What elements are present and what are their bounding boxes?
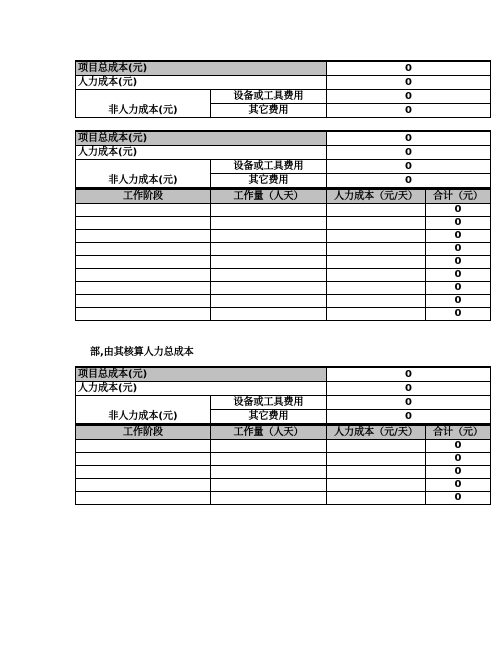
table-row [76, 308, 491, 321]
table-row [76, 453, 491, 466]
workload-header: 工作量（人天） [211, 425, 327, 440]
equipment-cost-label: 设备或工具费用 [211, 396, 327, 410]
subtotal-cell: 0 [426, 204, 491, 217]
summary-table-1 [75, 60, 491, 118]
equipment-cost-label: 设备或工具费用 [211, 160, 327, 174]
total-cost-label: 项目总成本(元) [76, 61, 327, 76]
equipment-cost-value[interactable]: 0 [327, 396, 491, 410]
daily-rate-cell[interactable] [327, 308, 426, 321]
summary-table-3 [75, 366, 491, 424]
daily-rate-cell[interactable] [327, 217, 426, 230]
equipment-cost-value[interactable]: 0 [327, 90, 491, 104]
daily-rate-cell[interactable] [327, 492, 426, 505]
cost-summary-1 [75, 60, 490, 118]
workload-cell[interactable] [211, 492, 327, 505]
subtotal-cell: 0 [426, 440, 491, 453]
table-row [76, 204, 491, 217]
stage-cell[interactable] [76, 269, 211, 282]
labor-cost-value[interactable]: 0 [327, 76, 491, 90]
stage-cell[interactable] [76, 230, 211, 243]
subtotal-cell: 0 [426, 269, 491, 282]
total-cost-value[interactable]: 0 [327, 131, 491, 146]
other-cost-label: 其它费用 [211, 104, 327, 118]
daily-rate-cell[interactable] [327, 243, 426, 256]
stage-header: 工作阶段 [76, 425, 211, 440]
table-row [76, 269, 491, 282]
table-row [76, 282, 491, 295]
subtotal-cell: 0 [426, 466, 491, 479]
table-row [76, 295, 491, 308]
workload-cell[interactable] [211, 479, 327, 492]
stage-cell[interactable] [76, 204, 211, 217]
daily-rate-cell[interactable] [327, 204, 426, 217]
workload-cell[interactable] [211, 308, 327, 321]
equipment-cost-label: 设备或工具费用 [211, 90, 327, 104]
labor-cost-label: 人力成本(元) [76, 146, 327, 160]
table-row [76, 230, 491, 243]
subtotal-cell: 0 [426, 295, 491, 308]
equipment-cost-value[interactable]: 0 [327, 160, 491, 174]
subtotal-header: 合计（元） [426, 425, 491, 440]
daily-rate-cell[interactable] [327, 453, 426, 466]
workload-cell[interactable] [211, 230, 327, 243]
workload-cell[interactable] [211, 295, 327, 308]
work-table-2 [75, 188, 491, 321]
subtotal-header: 合计（元） [426, 189, 491, 204]
stage-cell[interactable] [76, 440, 211, 453]
non-labor-cost-label: 非人力成本(元) [76, 160, 211, 188]
workload-cell[interactable] [211, 243, 327, 256]
stage-cell[interactable] [76, 295, 211, 308]
workload-cell[interactable] [211, 256, 327, 269]
subtotal-cell: 0 [426, 243, 491, 256]
stage-cell[interactable] [76, 492, 211, 505]
total-cost-label: 项目总成本(元) [76, 131, 327, 146]
table-row [76, 243, 491, 256]
table-row [76, 492, 491, 505]
stage-cell[interactable] [76, 453, 211, 466]
table-row [76, 479, 491, 492]
subtotal-cell: 0 [426, 256, 491, 269]
summary-table-2 [75, 130, 491, 188]
other-cost-value[interactable]: 0 [327, 104, 491, 118]
stage-cell[interactable] [76, 282, 211, 295]
labor-cost-value[interactable]: 0 [327, 382, 491, 396]
stage-cell[interactable] [76, 256, 211, 269]
section-note: 部,由其核算人力总成本 [90, 347, 194, 358]
daily-rate-cell[interactable] [327, 282, 426, 295]
cost-summary-2 [75, 130, 490, 321]
daily-rate-cell[interactable] [327, 466, 426, 479]
workload-cell[interactable] [211, 466, 327, 479]
stage-cell[interactable] [76, 466, 211, 479]
subtotal-cell: 0 [426, 217, 491, 230]
workload-cell[interactable] [211, 217, 327, 230]
labor-cost-label: 人力成本(元) [76, 76, 327, 90]
daily-rate-cell[interactable] [327, 269, 426, 282]
workload-cell[interactable] [211, 204, 327, 217]
daily-rate-cell[interactable] [327, 256, 426, 269]
daily-rate-cell[interactable] [327, 230, 426, 243]
table-row [76, 440, 491, 453]
other-cost-label: 其它费用 [211, 410, 327, 424]
workload-cell[interactable] [211, 269, 327, 282]
daily-rate-cell[interactable] [327, 479, 426, 492]
stage-cell[interactable] [76, 308, 211, 321]
daily-rate-header: 人力成本（元/天） [327, 189, 426, 204]
labor-cost-label: 人力成本(元) [76, 382, 327, 396]
table-row [76, 256, 491, 269]
labor-cost-value[interactable]: 0 [327, 146, 491, 160]
subtotal-cell: 0 [426, 492, 491, 505]
workload-header: 工作量（人天） [211, 189, 327, 204]
total-cost-value[interactable]: 0 [327, 367, 491, 382]
workload-cell[interactable] [211, 282, 327, 295]
workload-cell[interactable] [211, 453, 327, 466]
stage-cell[interactable] [76, 217, 211, 230]
table-row [76, 466, 491, 479]
other-cost-value[interactable]: 0 [327, 174, 491, 188]
subtotal-cell: 0 [426, 282, 491, 295]
non-labor-cost-label: 非人力成本(元) [76, 396, 211, 424]
other-cost-label: 其它费用 [211, 174, 327, 188]
non-labor-cost-label: 非人力成本(元) [76, 90, 211, 118]
subtotal-cell: 0 [426, 308, 491, 321]
table-row [76, 217, 491, 230]
subtotal-cell: 0 [426, 479, 491, 492]
total-cost-value[interactable]: 0 [327, 61, 491, 76]
cost-summary-3 [75, 366, 490, 505]
other-cost-value[interactable]: 0 [327, 410, 491, 424]
subtotal-cell: 0 [426, 230, 491, 243]
subtotal-cell: 0 [426, 453, 491, 466]
daily-rate-cell[interactable] [327, 295, 426, 308]
stage-cell[interactable] [76, 479, 211, 492]
stage-header: 工作阶段 [76, 189, 211, 204]
total-cost-label: 项目总成本(元) [76, 367, 327, 382]
stage-cell[interactable] [76, 243, 211, 256]
daily-rate-header: 人力成本（元/天） [327, 425, 426, 440]
workload-cell[interactable] [211, 440, 327, 453]
daily-rate-cell[interactable] [327, 440, 426, 453]
work-table-3 [75, 424, 491, 505]
